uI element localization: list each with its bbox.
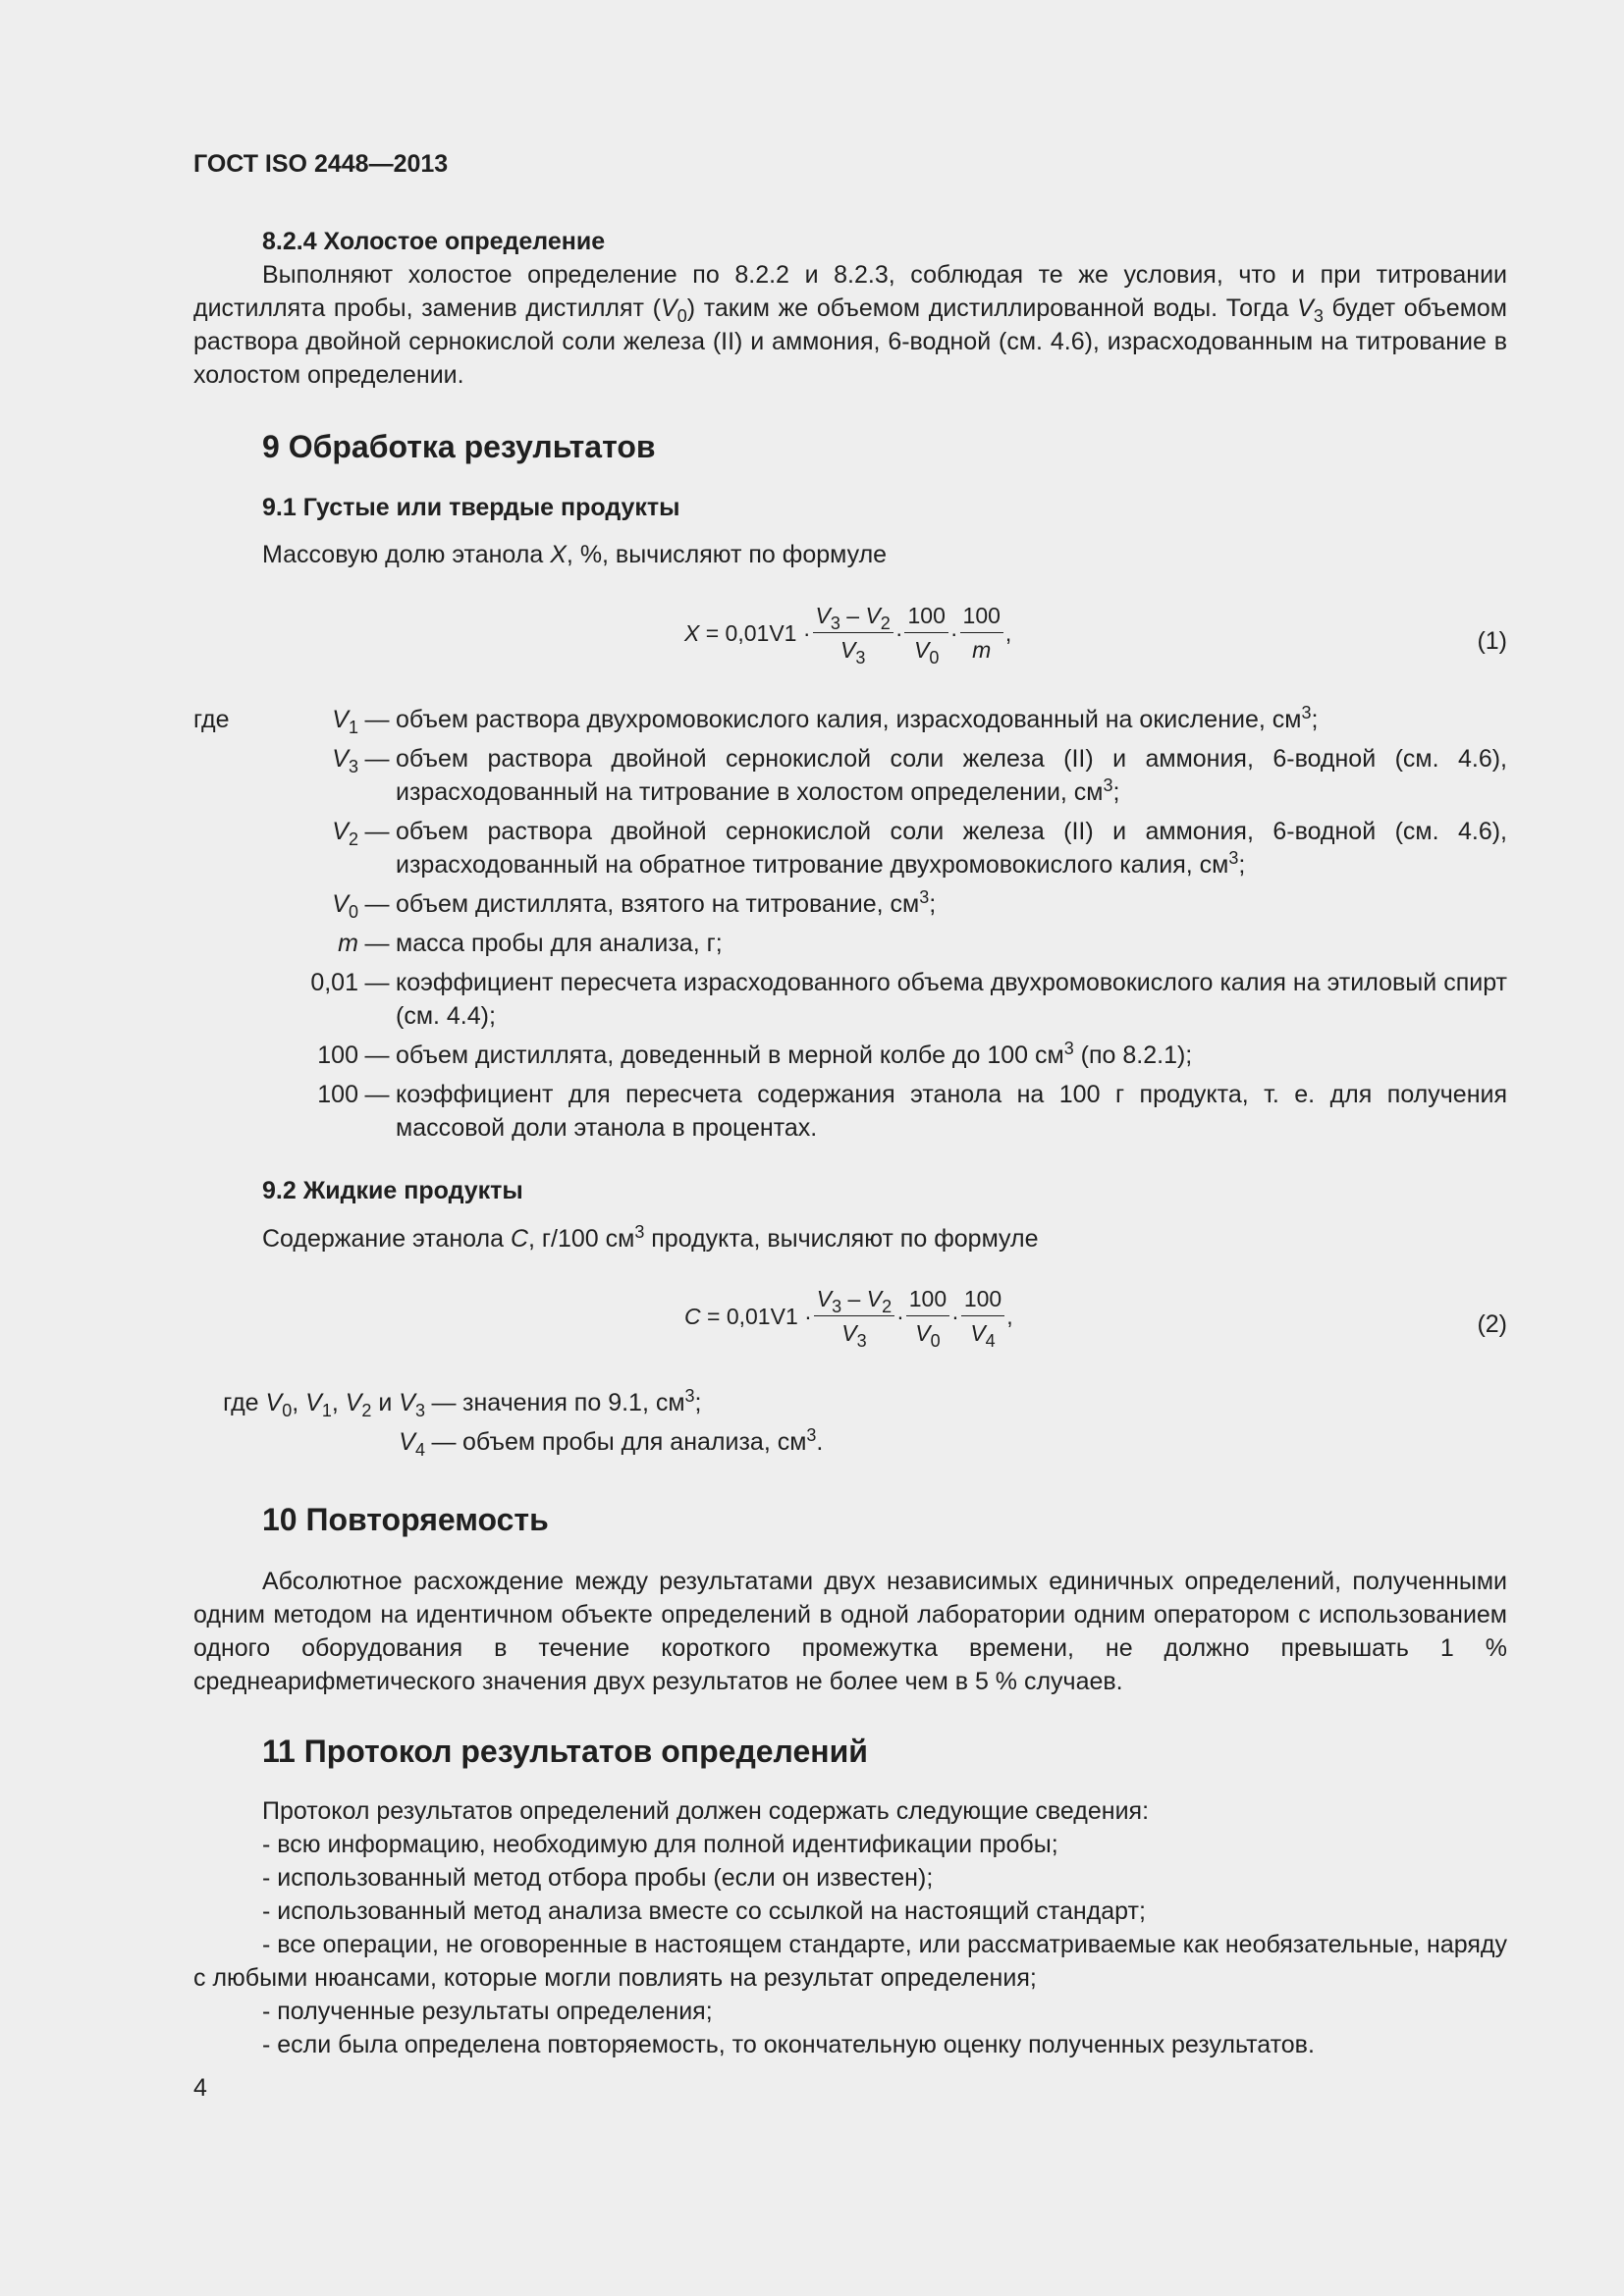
list-item: - использованный метод отбора пробы (если он известен); xyxy=(262,1864,934,1892)
section-824-paragraph: Выполняют холостое определение по 8.2.2 и 8.2.3, соблюдая те же условия, что и при титровании дистиллята пробы, заменив дистиллят $(V_0)$ таким же объемом дистиллированной воды. Тогда $V_3$ будет объемом раствора двойной сернокислой соли железа (II) и аммония, 6-водной (см. 4.6), израсходованным на титрование в холостом определении. xyxy=(193,261,1507,389)
formula-2-fraction-2: $\frac{100}{V_0}$ xyxy=(906,1284,949,1348)
legend-row: $V_0$ — объем дистиллята, взятого на титрование, $см^3$; xyxy=(332,887,937,922)
legend-row: где $V_1$ — объем раствора двухромовокислого калия, израсходованный на окисление, $см^3$; xyxy=(193,703,1319,737)
legend-row: 100 — коэффициент для пересчета содержания этанола на 100 г продукта, т. е. для получения массовой доли этанола в процентах. xyxy=(317,1081,1507,1142)
section-10-heading: 10 Повторяемость xyxy=(262,1502,549,1537)
formula-1 xyxy=(193,601,1507,679)
formula-1-number: (1) xyxy=(1477,627,1507,655)
document-header: ГОСТ ISO 2448—2013 xyxy=(193,150,449,178)
formula-2-fraction-3: $\frac{100}{V_4}$ xyxy=(961,1284,1004,1348)
section-11-heading: 11 Протокол результатов определений xyxy=(262,1734,868,1769)
section-11-list xyxy=(193,1794,1507,2061)
list-item: - использованный метод анализа вместе со ссылкой на настоящий стандарт; xyxy=(262,1897,1146,1925)
formula-1-fraction-2: $\frac{100}{V_0}$ xyxy=(904,601,947,665)
formula-1-fraction-1: $\frac{V_3 - V_2}{V_3}$ xyxy=(813,601,893,665)
section-92-intro: Содержание этанола C, г/100 $см^3$ продукта, вычисляют по формуле xyxy=(262,1222,1039,1253)
formula-2-body: C = 0,01V1 · $\frac{V_3 - V_2}{V_3}$ · $\frac{100}{V_0}$ · $\frac{100}{V_4}$ , xyxy=(684,1286,1013,1351)
legend-row: $V_2$ — объем раствора двойной сернокислой соли железа (II) и аммония, 6-водной (см. 4.6), израсходованный на обратное титрование двухромовокислого калия, $см^3$; xyxy=(332,818,1507,879)
legend-row: где $V_0$, $V_1$, $V_2$ и $V_3$ — значения по 9.1, $см^3$; xyxy=(223,1386,702,1420)
section-91-heading: 9.1 Густые или твердые продукты xyxy=(262,494,680,521)
legend-row: $V_4$ — объем пробы для анализа, $см^3$. xyxy=(399,1425,824,1460)
formula-1-fraction-3: $\frac{100}{m}$ xyxy=(960,601,1003,665)
formula-2 xyxy=(193,1284,1507,1362)
section-92-heading: 9.2 Жидкие продукты xyxy=(262,1177,523,1204)
page-number: 4 xyxy=(193,2074,207,2102)
list-item: - всю информацию, необходимую для полной идентификации пробы; xyxy=(262,1831,1058,1858)
formula-2-legend xyxy=(193,1386,1507,1459)
legend-row: 100 — объем дистиллята, доведенный в мерной колбе до 100 $см^3$ (по 8.2.1); xyxy=(317,1039,1193,1069)
legend-row: m — масса пробы для анализа, г; xyxy=(338,930,723,957)
section-824-heading: 8.2.4 Холостое определение xyxy=(262,228,606,255)
section-11-intro: Протокол результатов определений должен содержать следующие сведения: xyxy=(262,1797,1150,1825)
legend-row: 0,01 — коэффициент пересчета израсходованного объема двухромовокислого калия на этиловый спирт (см. 4.4); xyxy=(310,969,1507,1030)
section-9-heading: 9 Обработка результатов xyxy=(262,429,656,464)
legend-row: $V_3$ — объем раствора двойной сернокислой соли железа (II) и аммония, 6-водной (см. 4.6), израсходованный на титрование в холостом определении, $см^3$; xyxy=(332,745,1507,806)
list-item: - полученные результаты определения; xyxy=(262,1998,713,2025)
formula-2-lhs: C = 0,01V1 · xyxy=(684,1303,812,1329)
section-91-intro: Массовую долю этанола X, %, вычисляют по формуле xyxy=(262,541,888,568)
formula-1-legend xyxy=(193,703,1507,1145)
section-10-paragraph: Абсолютное расхождение между результатами двух независимых единичных определений, полученными одним методом на идентичном объекте определений в одной лаборатории одним оператором с использованием одного оборудования в течение короткого промежутка времени, не должно превышать 1 % среднеарифметического значения двух результатов не более чем в 5 % случаев. xyxy=(193,1568,1507,1695)
formula-1-lhs: X = 0,01V1 · xyxy=(684,619,811,646)
list-item: - если была определена повторяемость, то окончательную оценку полученных результатов. xyxy=(262,2031,1315,2058)
formula-2-number: (2) xyxy=(1477,1310,1507,1338)
formula-1-body: X = 0,01V1 · $\frac{V_3 - V_2}{V_3}$ · $\frac{100}{V_0}$ · $\frac{100}{m}$ , xyxy=(684,603,1012,667)
formula-2-fraction-1: $\frac{V_3 - V_2}{V_3}$ xyxy=(814,1284,894,1348)
list-item: - все операции, не оговоренные в настоящем стандарте, или рассматриваемые как необязательные, наряду с любыми нюансами, которые могли повлиять на результат определения; xyxy=(193,1931,1507,1992)
